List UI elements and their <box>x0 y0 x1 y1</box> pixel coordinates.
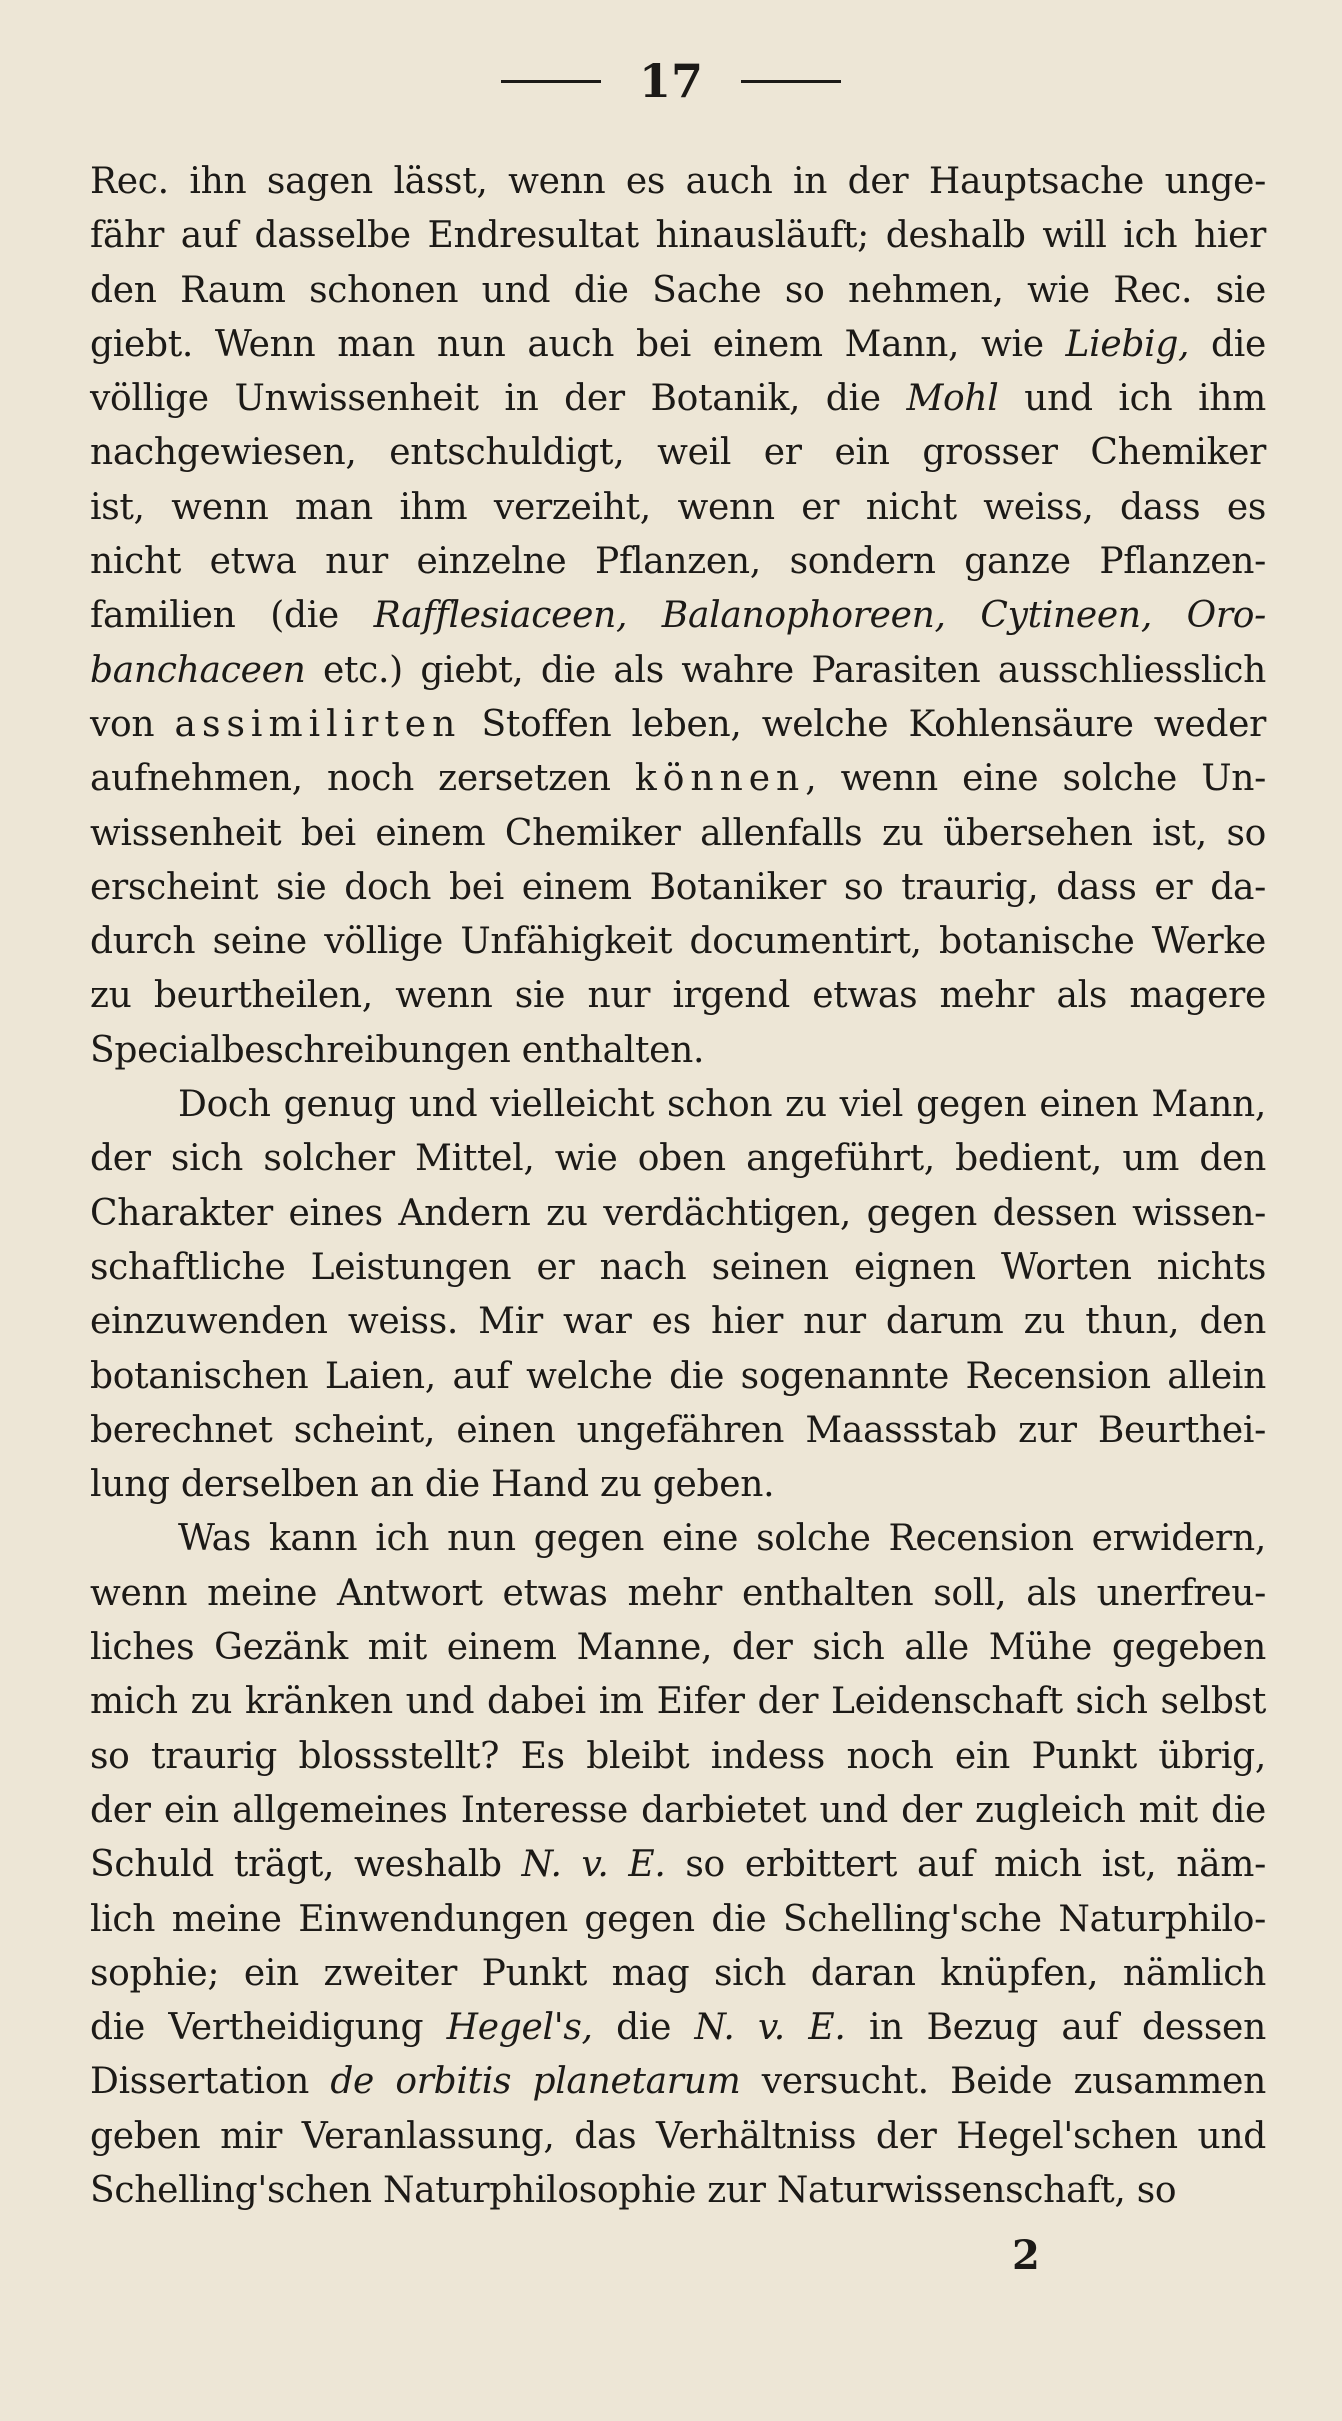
text-run: Schelling'schen Naturphilosophie zur Naturwissenschaft, so <box>90 2169 1177 2211</box>
text-run: einzuwenden weiss. Mir war es hier nur darum zu thun, den <box>90 1301 1266 1343</box>
text-run: der ein allgemeines Interesse darbietet und der zugleich mit die <box>90 1789 1266 1831</box>
italic-text: de orbitis planetarum <box>330 2061 741 2103</box>
text-line <box>90 1675 1266 1729</box>
text-run: fähr auf dasselbe Endresultat hinausläuft; deshalb will ich hier <box>90 215 1266 257</box>
text-run: giebt. Wenn man nun auch bei einem Mann, wie <box>90 323 1066 365</box>
text-line <box>90 318 1266 372</box>
text-run: lich meine Einwendungen gegen die Schelling'sche Naturphilo- <box>90 1898 1266 1940</box>
text-run: Was kann ich nun gegen eine solche Recension erwidern, <box>178 1518 1266 1560</box>
text-line <box>90 372 1266 426</box>
text-line <box>90 1132 1266 1186</box>
text-line <box>90 1621 1266 1675</box>
text-line <box>90 1784 1266 1838</box>
text-line <box>90 752 1266 806</box>
italic-text: Liebig, <box>1065 323 1190 365</box>
text-run: so erbittert auf mich ist, näm- <box>665 1844 1266 1886</box>
italic-text: banchaceen <box>90 649 306 691</box>
text-run: etc.) giebt, die als wahre Parasiten ausschliesslich <box>305 649 1266 691</box>
text-line <box>90 2001 1266 2055</box>
text-run: Charakter eines Andern zu verdächtigen, gegen dessen wissen- <box>90 1192 1266 1234</box>
text-run: die Vertheidigung <box>90 2007 447 2049</box>
spaced-text: assimilirten <box>174 703 462 745</box>
text-run: Doch genug und vielleicht schon zu viel gegen einen Mann, <box>178 1084 1266 1126</box>
text-run: Schuld trägt, weshalb <box>90 1844 522 1886</box>
text-run: botanischen Laien, auf welche die sogenannte Recension allein <box>90 1355 1266 1397</box>
text-run: nicht etwa nur einzelne Pflanzen, sondern ganze Pflanzen- <box>90 541 1266 583</box>
text-run: wissenheit bei einem Chemiker allenfalls zu übersehen ist, so <box>90 812 1266 854</box>
spaced-text: können <box>634 758 806 800</box>
text-run: versucht. Beide zusammen <box>740 2061 1266 2103</box>
signature-mark: 2 <box>1012 2232 1040 2279</box>
text-line <box>90 2164 1266 2218</box>
header-rule-right <box>741 80 841 83</box>
body-text <box>90 155 1266 2218</box>
text-line <box>90 1024 1266 1078</box>
text-run: durch seine völlige Unfähigkeit documentirt, botanische Werke <box>90 921 1266 963</box>
italic-text: Hegel's, <box>446 2007 593 2049</box>
text-run: die <box>1189 323 1266 365</box>
text-line <box>90 1893 1266 1947</box>
italic-text: N. v. E. <box>694 2007 846 2049</box>
text-line <box>90 1295 1266 1349</box>
paragraph <box>90 155 1266 1078</box>
text-run: Rec. ihn sagen lässt, wenn es auch in der Hauptsache unge- <box>90 161 1266 202</box>
text-line <box>90 481 1266 535</box>
text-line <box>90 535 1266 589</box>
text-line <box>90 1730 1266 1784</box>
text-line <box>90 915 1266 969</box>
paragraph <box>90 1512 1266 2218</box>
text-line <box>90 807 1266 861</box>
text-line <box>90 1838 1266 1892</box>
text-run: den Raum schonen und die Sache so nehmen, wie Rec. sie <box>90 269 1266 311</box>
text-run: die <box>592 2007 695 2049</box>
text-run: erscheint sie doch bei einem Botaniker so traurig, dass er da- <box>90 866 1266 908</box>
text-run: aufnehmen, noch zersetzen <box>90 758 635 800</box>
text-run: zu beurtheilen, wenn sie nur irgend etwas mehr als magere <box>90 975 1266 1017</box>
text-run: geben mir Veranlassung, das Verhältniss der Hegel'schen und <box>90 2115 1266 2157</box>
text-run: berechnet scheint, einen ungefähren Maassstab zur Beurthei- <box>90 1409 1266 1451</box>
text-line <box>90 209 1266 263</box>
text-run: ist, wenn man ihm verzeiht, wenn er nicht weiss, dass es <box>90 486 1266 528</box>
text-run: , wenn eine solche Un- <box>805 758 1267 800</box>
italic-text: N. v. E. <box>521 1844 666 1886</box>
text-line <box>90 264 1266 318</box>
text-line <box>90 1350 1266 1404</box>
text-run: wenn meine Antwort etwas mehr enthalten soll, als unerfreu- <box>90 1572 1266 1614</box>
text-run: in Bezug auf dessen <box>845 2007 1266 2049</box>
text-line <box>90 589 1266 643</box>
text-line <box>90 1947 1266 2001</box>
text-line <box>90 2055 1266 2109</box>
text-run: so traurig blossstellt? Es bleibt indess noch ein Punkt übrig, <box>90 1735 1266 1777</box>
text-line <box>90 2110 1266 2164</box>
page-header <box>0 54 1342 108</box>
text-run: von <box>90 703 175 745</box>
text-run: sophie; ein zweiter Punkt mag sich daran knüpfen, nämlich <box>90 1952 1266 1994</box>
text-run: schaftliche Leistungen er nach seinen eignen Worten nichts <box>90 1246 1266 1288</box>
italic-text: Mohl <box>906 378 999 420</box>
text-run: und ich ihm <box>998 378 1267 420</box>
text-run: Stoffen leben, welche Kohlensäure weder <box>461 703 1266 745</box>
text-run: liches Gezänk mit einem Manne, der sich alle Mühe gegeben <box>90 1627 1266 1669</box>
text-line <box>90 861 1266 915</box>
text-run: familien (die <box>90 595 374 637</box>
text-line <box>90 1187 1266 1241</box>
paragraph <box>90 1078 1266 1512</box>
text-line <box>90 1458 1266 1512</box>
header-rule-left <box>501 80 601 83</box>
text-line <box>90 969 1266 1023</box>
text-line <box>90 155 1266 209</box>
text-line <box>90 1078 1266 1132</box>
text-line <box>90 698 1266 752</box>
text-run: völlige Unwissenheit in der Botanik, die <box>90 378 907 420</box>
text-run: Specialbeschreibungen enthalten. <box>90 1029 705 1071</box>
text-run: Dissertation <box>90 2061 331 2103</box>
text-line <box>90 426 1266 480</box>
text-line <box>90 1241 1266 1295</box>
text-line <box>90 644 1266 698</box>
text-run: lung derselben an die Hand zu geben. <box>90 1464 775 1506</box>
text-run: nachgewiesen, entschuldigt, weil er ein grosser Chemiker <box>90 432 1266 474</box>
italic-text: Rafflesiaceen, Balanophoreen, Cytineen, Oro- <box>373 595 1266 637</box>
text-run: der sich solcher Mittel, wie oben angeführt, bedient, um den <box>90 1138 1266 1180</box>
text-line <box>90 1567 1266 1621</box>
text-run: mich zu kränken und dabei im Eifer der Leidenschaft sich selbst <box>90 1681 1266 1723</box>
text-line <box>90 1404 1266 1458</box>
page-number: 17 <box>638 54 703 108</box>
text-line <box>90 1512 1266 1566</box>
